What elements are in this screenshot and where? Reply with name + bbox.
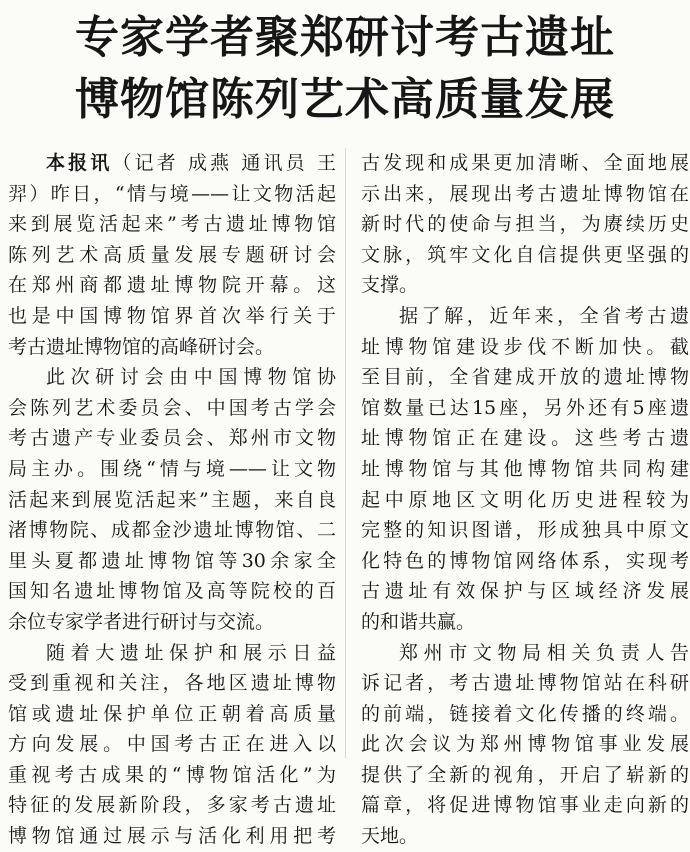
body-line: 址博物馆与其他博物馆共同构建 <box>361 457 689 480</box>
body-line: 古发现和成果更加清晰、全面地展 <box>361 152 689 174</box>
headline-line-2: 博物馆陈列艺术高质量发展 <box>75 74 615 125</box>
body-line: 完整的知识图谱，形成独具中原文 <box>361 519 689 542</box>
body-line: 的和谐共赢。 <box>361 610 476 633</box>
body-line: 考古遗产专业委员会、郑州市文物 <box>8 427 336 450</box>
body-line: 馆或遗址保护单位正朝着高质量 <box>8 702 336 725</box>
body-line: 支撑。 <box>361 274 419 297</box>
body-line: 国知名遗址博物馆及高等院校的百 <box>8 580 336 603</box>
body-line: 渚博物院、成都金沙遗址博物馆、二 <box>8 519 336 542</box>
body-line: 址博物馆正在建设。这些考古遗 <box>361 427 689 450</box>
body-line: 余位专家学者进行研讨与交流。 <box>8 610 275 633</box>
body-line: 陈列艺术高质量发展专题研讨会 <box>8 243 336 266</box>
body-line: 本报讯（记者 成燕 通讯员 王 <box>46 152 336 174</box>
body-line: 郑州市文物局相关负责人告 <box>399 641 689 664</box>
body-line: 受到重视和关注，各地区遗址博物 <box>8 672 336 695</box>
body-line: 古遗址有效保护与区域经济发展 <box>361 580 689 603</box>
article-left-column <box>8 148 336 852</box>
body-line: 据了解，近年来，全省考古遗 <box>399 304 689 327</box>
body-line: 址博物馆建设步伐不断加快。截 <box>361 335 689 358</box>
body-line: 博物馆通过展示与活化利用把考 <box>8 825 336 848</box>
body-line: 诉记者，考古遗址博物馆站在科研 <box>361 672 689 695</box>
body-line: 起中原地区文明化历史进程较为 <box>361 488 689 511</box>
body-line: 方向发展。中国考古正在进入以 <box>8 733 336 756</box>
body-line: 来到展览活起来”考古遗址博物馆 <box>8 213 336 236</box>
body-line: 化特色的博物馆网络体系，实现考 <box>361 549 689 572</box>
body-line: 特征的发展新阶段，多家考古遗址 <box>8 794 336 817</box>
body-line: 的前端，链接着文化传播的终端。 <box>361 702 689 725</box>
kicker: 本报讯 <box>46 152 113 174</box>
body-line: 馆数量已达15座，另外还有5座遗 <box>361 396 689 419</box>
body-line: 篇章，将促进博物馆事业走向新的 <box>361 794 689 817</box>
body-line: 提供了全新的视角，开启了崭新的 <box>361 763 689 786</box>
column-divider <box>345 148 346 758</box>
body-line: 里头夏都遗址博物馆等30余家全 <box>8 549 336 572</box>
body-line: 会陈列艺术委员会、中国考古学会 <box>8 396 336 419</box>
body-line: 在郑州商都遗址博物院开幕。这 <box>8 274 336 297</box>
body-line: 重视考古成果的“博物馆活化”为 <box>8 763 336 786</box>
body-line: 天地。 <box>361 825 419 848</box>
body-line: 文脉，筑牢文化自信提供更坚强的 <box>361 243 689 266</box>
body-line: 也是中国博物馆界首次举行关于 <box>8 304 336 327</box>
body-line: 考古遗址博物馆的高峰研讨会。 <box>8 335 275 358</box>
article-right-column <box>361 148 689 852</box>
body-line: 此次研讨会由中国博物馆协 <box>46 366 336 389</box>
body-line: 新时代的使命与担当，为赓续历史 <box>361 213 689 236</box>
body-line: 羿）昨日，“情与境——让文物活起 <box>8 182 336 205</box>
body-line: 随着大遗址保护和展示日益 <box>46 641 336 664</box>
body-line: 活起来到展览活起来”主题，来自良 <box>8 488 336 511</box>
headline-line-1: 专家学者聚郑研讨考古遗址 <box>75 12 615 63</box>
body-line: 局主办。围绕“情与境——让文物 <box>8 457 336 480</box>
body-line: 至目前，全省建成开放的遗址博物 <box>361 366 689 389</box>
body-line: 示出来，展现出考古遗址博物馆在 <box>361 182 689 205</box>
body-line: 此次会议为郑州博物馆事业发展 <box>361 733 689 756</box>
